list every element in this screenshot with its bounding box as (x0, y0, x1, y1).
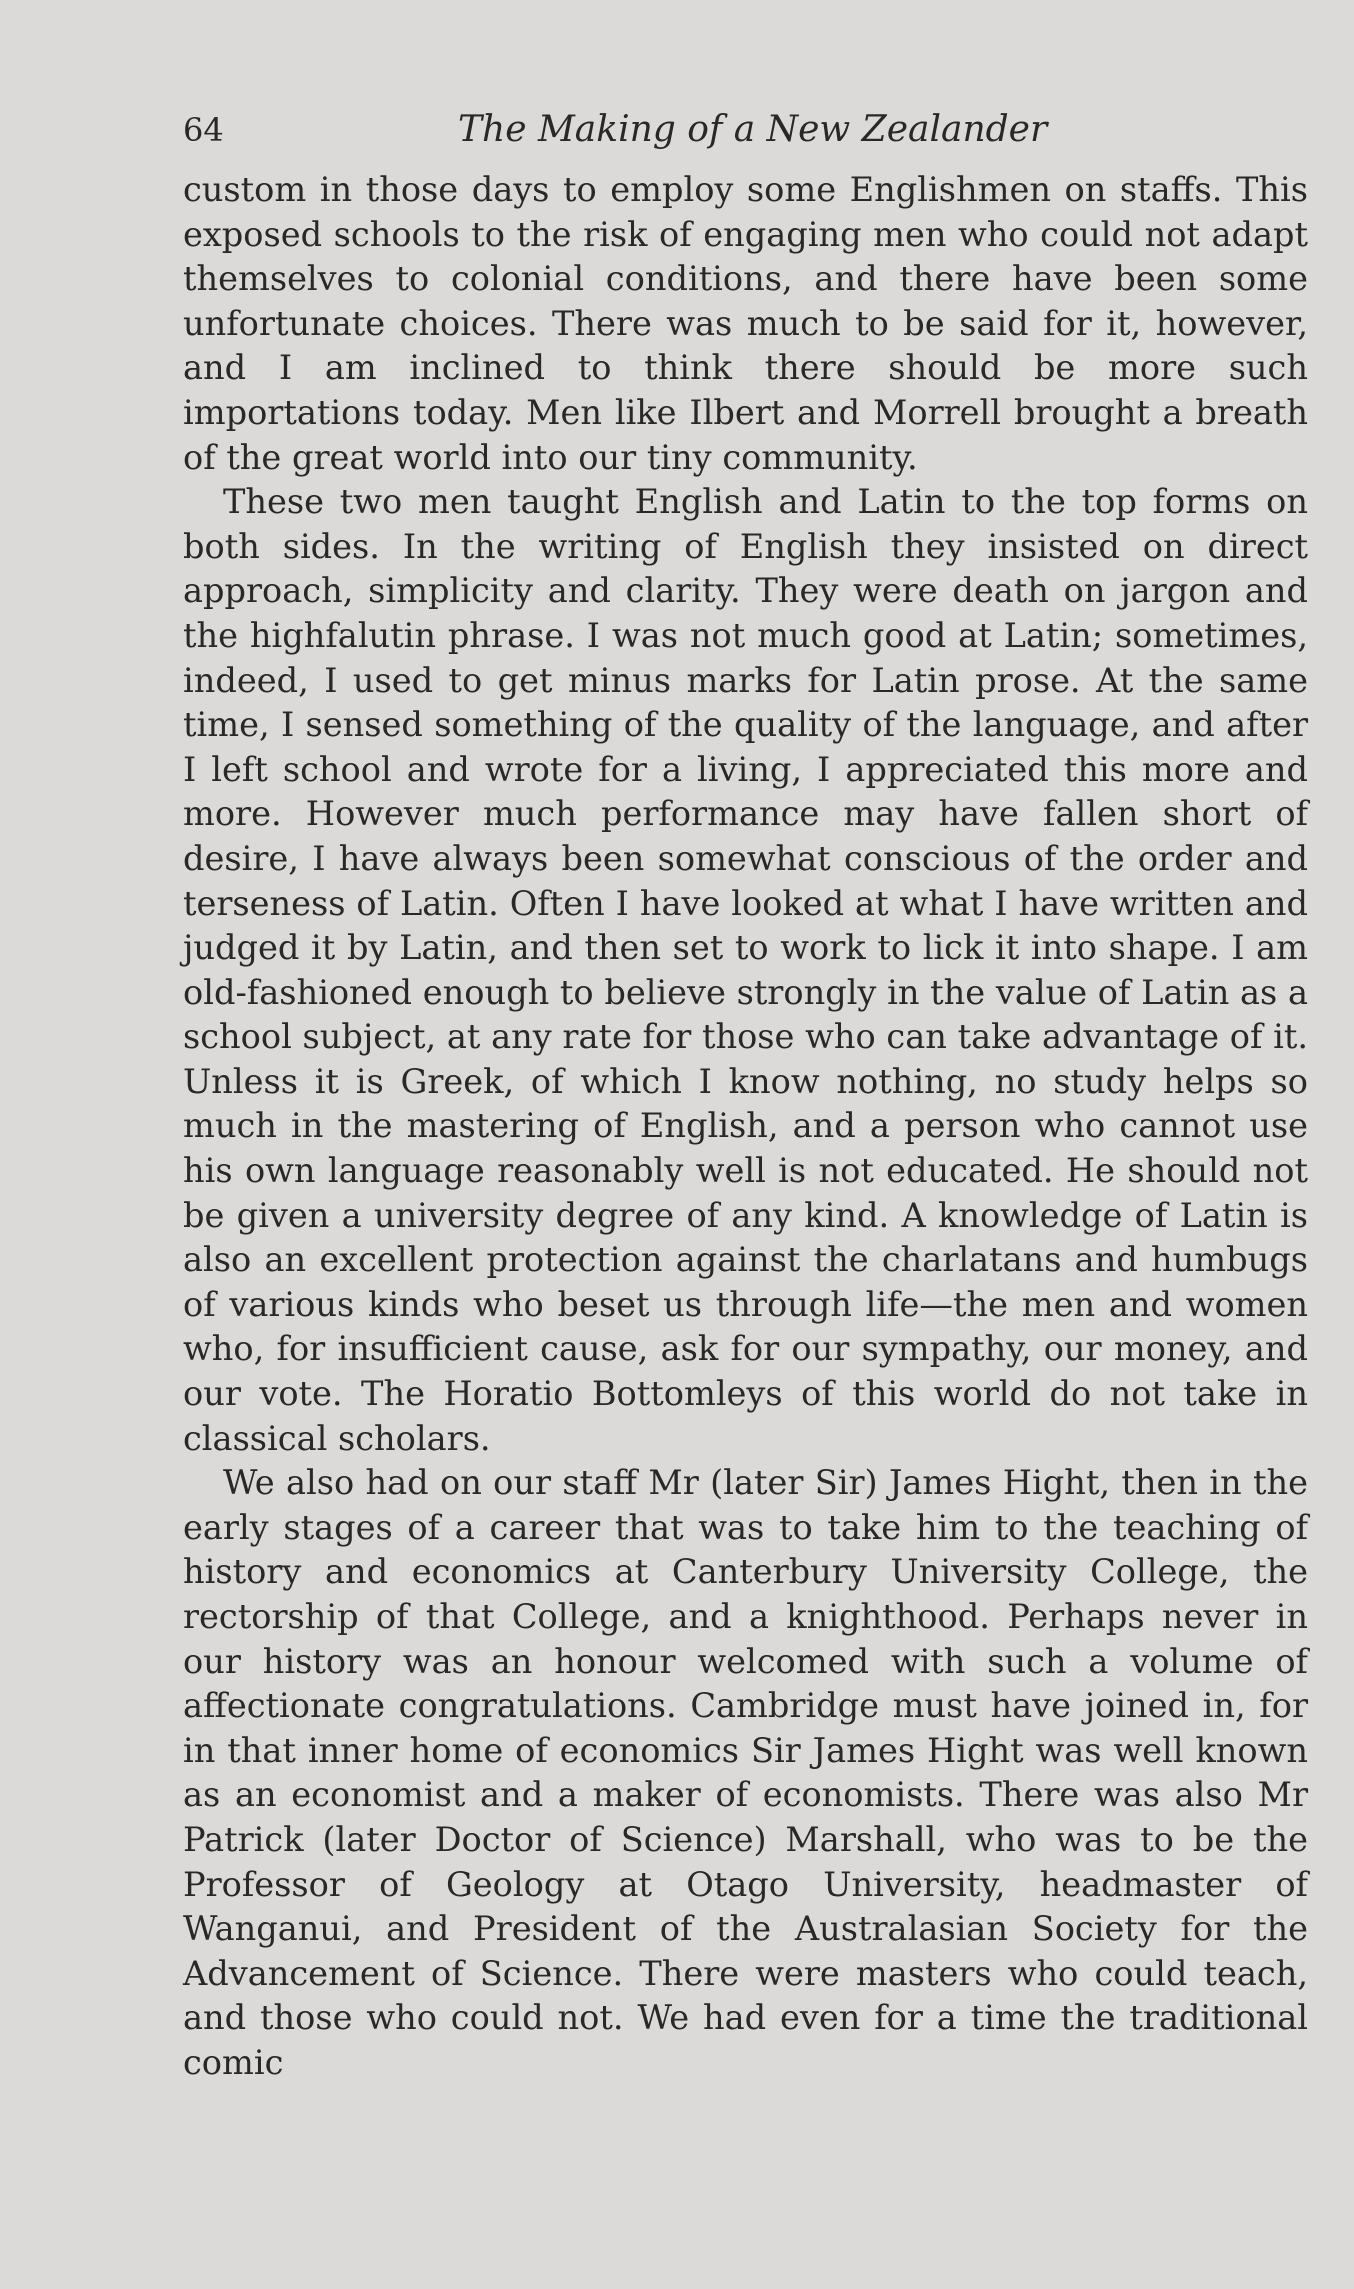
paragraph: custom in those days to employ some Englishmen on staffs. This exposed schools to the risk of engaging men who could not adapt themselves to colonial conditions, and there have been some unfortunate choices. There was much to be said for it, however, and I am inclined to think there should be more such importations today. Men like Ilbert and Morrell brought a breath of the great world into our tiny community. (183, 170, 1308, 477)
paragraph: We also had on our staff Mr (later Sir) James Hight, then in the early stages of a career that was to take him to the teaching of history and economics at Canterbury University College, the rectorship of that College, and a knighthood. Perhaps never in our history was an honour welcomed with such a volume of affectionate congratulations. Cambridge must have joined in, for in that inner home of economics Sir James Hight was well known as an economist and a maker of economists. There was also Mr Patrick (later Doctor of Science) Marshall, who was to be the Professor of Geology at Otago University, headmaster of Wanganui, and President of the Australasian Society for the Advancement of Science. There were masters who could teach, and those who could not. We had even for a time the traditional comic (183, 1463, 1308, 2082)
paragraph: These two men taught English and Latin to the top forms on both sides. In the writing of English they insisted on direct approach, simplicity and clarity. They were death on jargon and the highfalutin phrase. I was not much good at Latin; sometimes, indeed, I used to get minus marks for Latin prose. At the same time, I sensed something of the quality of the language, and after I left school and wrote for a living, I appreciated this more and more. However much performance may have fallen short of desire, I have always been somewhat conscious of the order and terseness of Latin. Often I have looked at what I have written and judged it by Latin, and then set to work to lick it into shape. I am old-fashioned enough to believe strongly in the value of Latin as a school subject, at any rate for those who can take advantage of it. Unless it is Greek, of which I know nothing, no study helps so much in the mastering of English, and a person who cannot use his own language reasonably well is not educated. He should not be given a university degree of any kind. A knowledge of Latin is also an excellent protection against the charlatans and humbugs of various kinds who beset us through life—the men and women who, for insufficient cause, ask for our sympathy, our money, and our vote. The Horatio Bottomleys of this world do not take in classical scholars. (183, 482, 1308, 1458)
body-text (183, 168, 1308, 2086)
running-title: The Making of a New Zealander (458, 109, 1048, 150)
page-header (183, 100, 1308, 160)
page-number: 64 (183, 111, 224, 149)
